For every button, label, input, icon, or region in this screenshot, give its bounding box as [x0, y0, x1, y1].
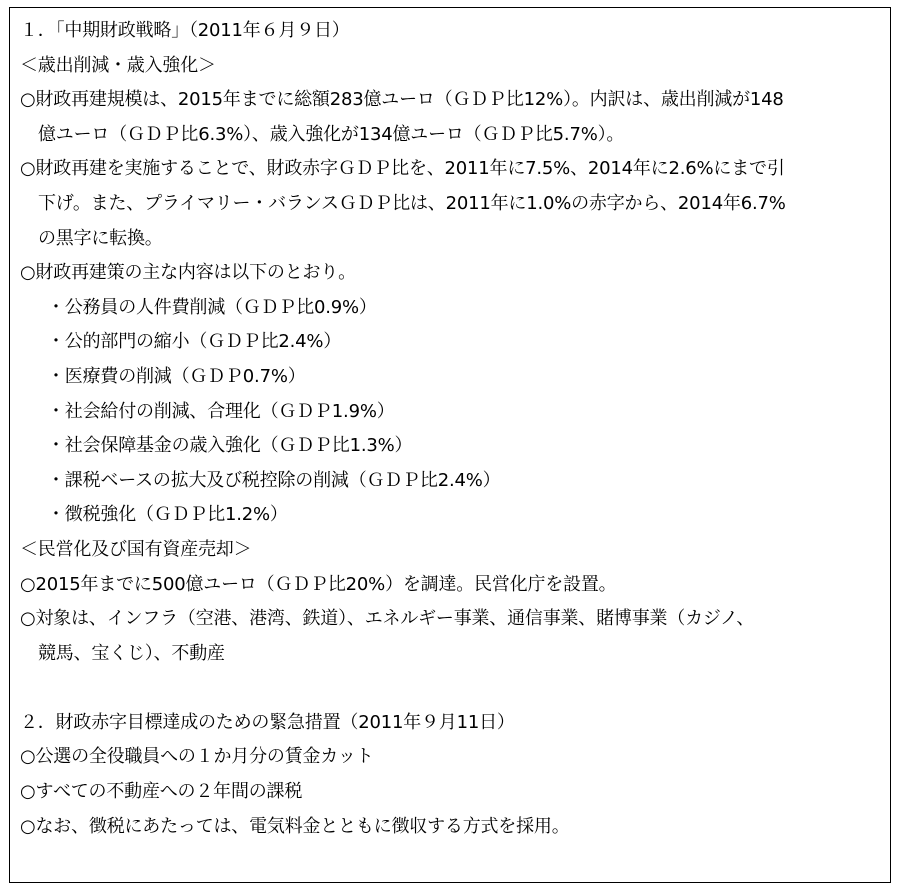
list-item: ・社会給付の削減、合理化（ＧＤＰ1.9%）	[47, 400, 395, 422]
document-body	[20, 14, 886, 844]
para2-line3: の黒字に転換。	[38, 227, 163, 249]
section1-sub-heading: ＜歳出削減・歳入強化＞	[20, 54, 216, 76]
para3: ○財政再建策の主な内容は以下のとおり。	[20, 262, 356, 284]
section1-heading: １．「中期財政戦略」（2011年６月９日）	[20, 20, 350, 41]
section2-heading: ２．財政赤字目標達成のための緊急措置（2011年９月11日）	[20, 711, 515, 733]
section2-item: ○公選の全役職員への１か月分の賃金カット	[20, 746, 374, 768]
list-item: ・医療費の削減（ＧＤＰ0.7%）	[47, 365, 306, 387]
para5-line1: ○対象は、インフラ（空港、港湾、鉄道）、エネルギー事業、通信事業、賭博事業（カジノ、	[20, 608, 755, 630]
para2-line1: ○財政再建を実施することで、財政赤字ＧＤＰ比を、2011年に7.5%、2014年に2.6%にまで引	[20, 158, 785, 180]
list-item: ・公務員の人件費削減（ＧＤＰ比0.9%）	[47, 296, 377, 318]
section2-item: ○なお、徴税にあたっては、電気料金とともに徴収する方式を採用。	[20, 815, 570, 837]
section1-sub-heading-2: ＜民営化及び国有資産売却＞	[20, 538, 252, 560]
section2-item: ○すべての不動産への２年間の課税	[20, 781, 303, 803]
list-item: ・徴税強化（ＧＤＰ比1.2%）	[47, 504, 288, 526]
list-item: ・社会保障基金の歳入強化（ＧＤＰ比1.3%）	[47, 435, 413, 457]
para5-line2: 競馬、宝くじ）、不動産	[38, 642, 225, 664]
para4: ○2015年までに500億ユーロ（ＧＤＰ比20%）を調達。民営化庁を設置。	[20, 573, 617, 595]
para1-line1: ○財政再建規模は、2015年までに総額283億ユーロ（ＧＤＰ比12%）。内訳は、歳出削減が148	[20, 89, 784, 111]
list-item: ・課税ベースの拡大及び税控除の削減（ＧＤＰ比2.4%）	[47, 469, 501, 491]
para1-line2: 億ユーロ（ＧＤＰ比6.3%）、歳入強化が134億ユーロ（ＧＤＰ比5.7%）。	[38, 123, 625, 145]
list-item: ・公的部門の縮小（ＧＤＰ比2.4%）	[47, 331, 342, 353]
para2-line2: 下げ。また、プライマリー・バランスＧＤＰ比は、2011年に1.0%の赤字から、2014年6.7%	[38, 192, 786, 214]
spacer	[20, 671, 886, 706]
